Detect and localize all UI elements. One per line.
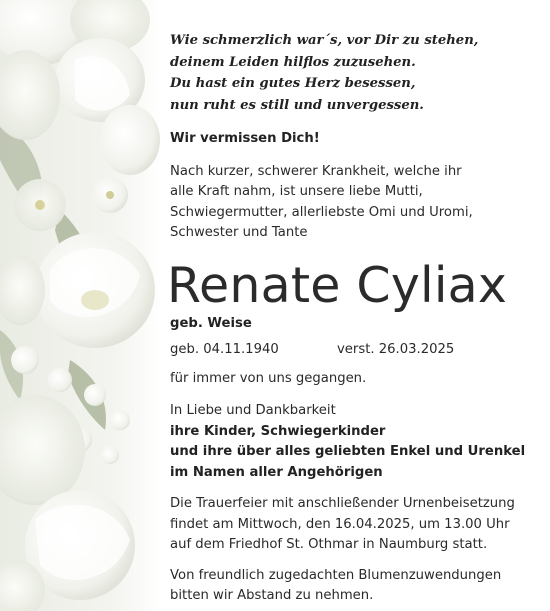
deceased-name: Renate Cyliax [167, 256, 508, 314]
intro-line: Schwester und Tante [170, 225, 308, 240]
life-dates [170, 340, 542, 361]
family-line: und ihre über alles geliebten Enkel und Urenkel [170, 444, 526, 459]
family-line: ihre Kinder, Schwiegerkinder [170, 423, 386, 439]
family-line: im Namen aller Angehörigen [170, 464, 383, 480]
flowers-note [170, 566, 542, 607]
family-signature [170, 401, 542, 483]
flower-decoration-icon [0, 0, 160, 611]
family-intro: In Liebe und Dankbarkeit [170, 403, 336, 418]
intro-line: Schwiegermutter, allerliebste Omi und Uromi, [170, 204, 473, 220]
funeral-line: Die Trauerfeier mit anschließender Urnenbeisetzung [170, 496, 515, 511]
poem-line: deinem Leiden hilflos zuzusehen. [170, 54, 416, 70]
funeral-line: findet am Mittwoch, den 16.04.2025, um 13.00 Uhr [170, 516, 510, 532]
death-date: verst. 26.03.2025 [337, 342, 455, 357]
intro-line: alle Kraft nahm, ist unsere liebe Mutti, [170, 184, 423, 199]
poem [170, 30, 542, 116]
birth-date: geb. 04.11.1940 [170, 342, 279, 357]
intro-paragraph [170, 162, 542, 244]
flowers-note-line: bitten wir Abstand zu nehmen. [170, 588, 374, 603]
poem-line: nun ruht es still und unvergessen. [170, 97, 424, 113]
funeral-line: auf dem Friedhof St. Othmar in Naumburg statt. [170, 537, 488, 552]
poem-line: Du hast ein gutes Herz besessen, [170, 76, 416, 91]
obituary-text [167, 30, 542, 607]
flowers-note-line: Von freundlich zugedachten Blumenzuwendungen [170, 567, 502, 583]
funeral-info [170, 494, 542, 556]
birth-name: geb. Weise [170, 315, 252, 331]
intro-line: Nach kurzer, schwerer Krankheit, welche ihr [170, 163, 462, 179]
miss-you-heading: Wir vermissen Dich! [170, 131, 320, 146]
passed-away-text: für immer von uns gegangen. [170, 370, 367, 386]
poem-line: Wie schmerzlich war´s, vor Dir zu stehen, [170, 33, 479, 48]
